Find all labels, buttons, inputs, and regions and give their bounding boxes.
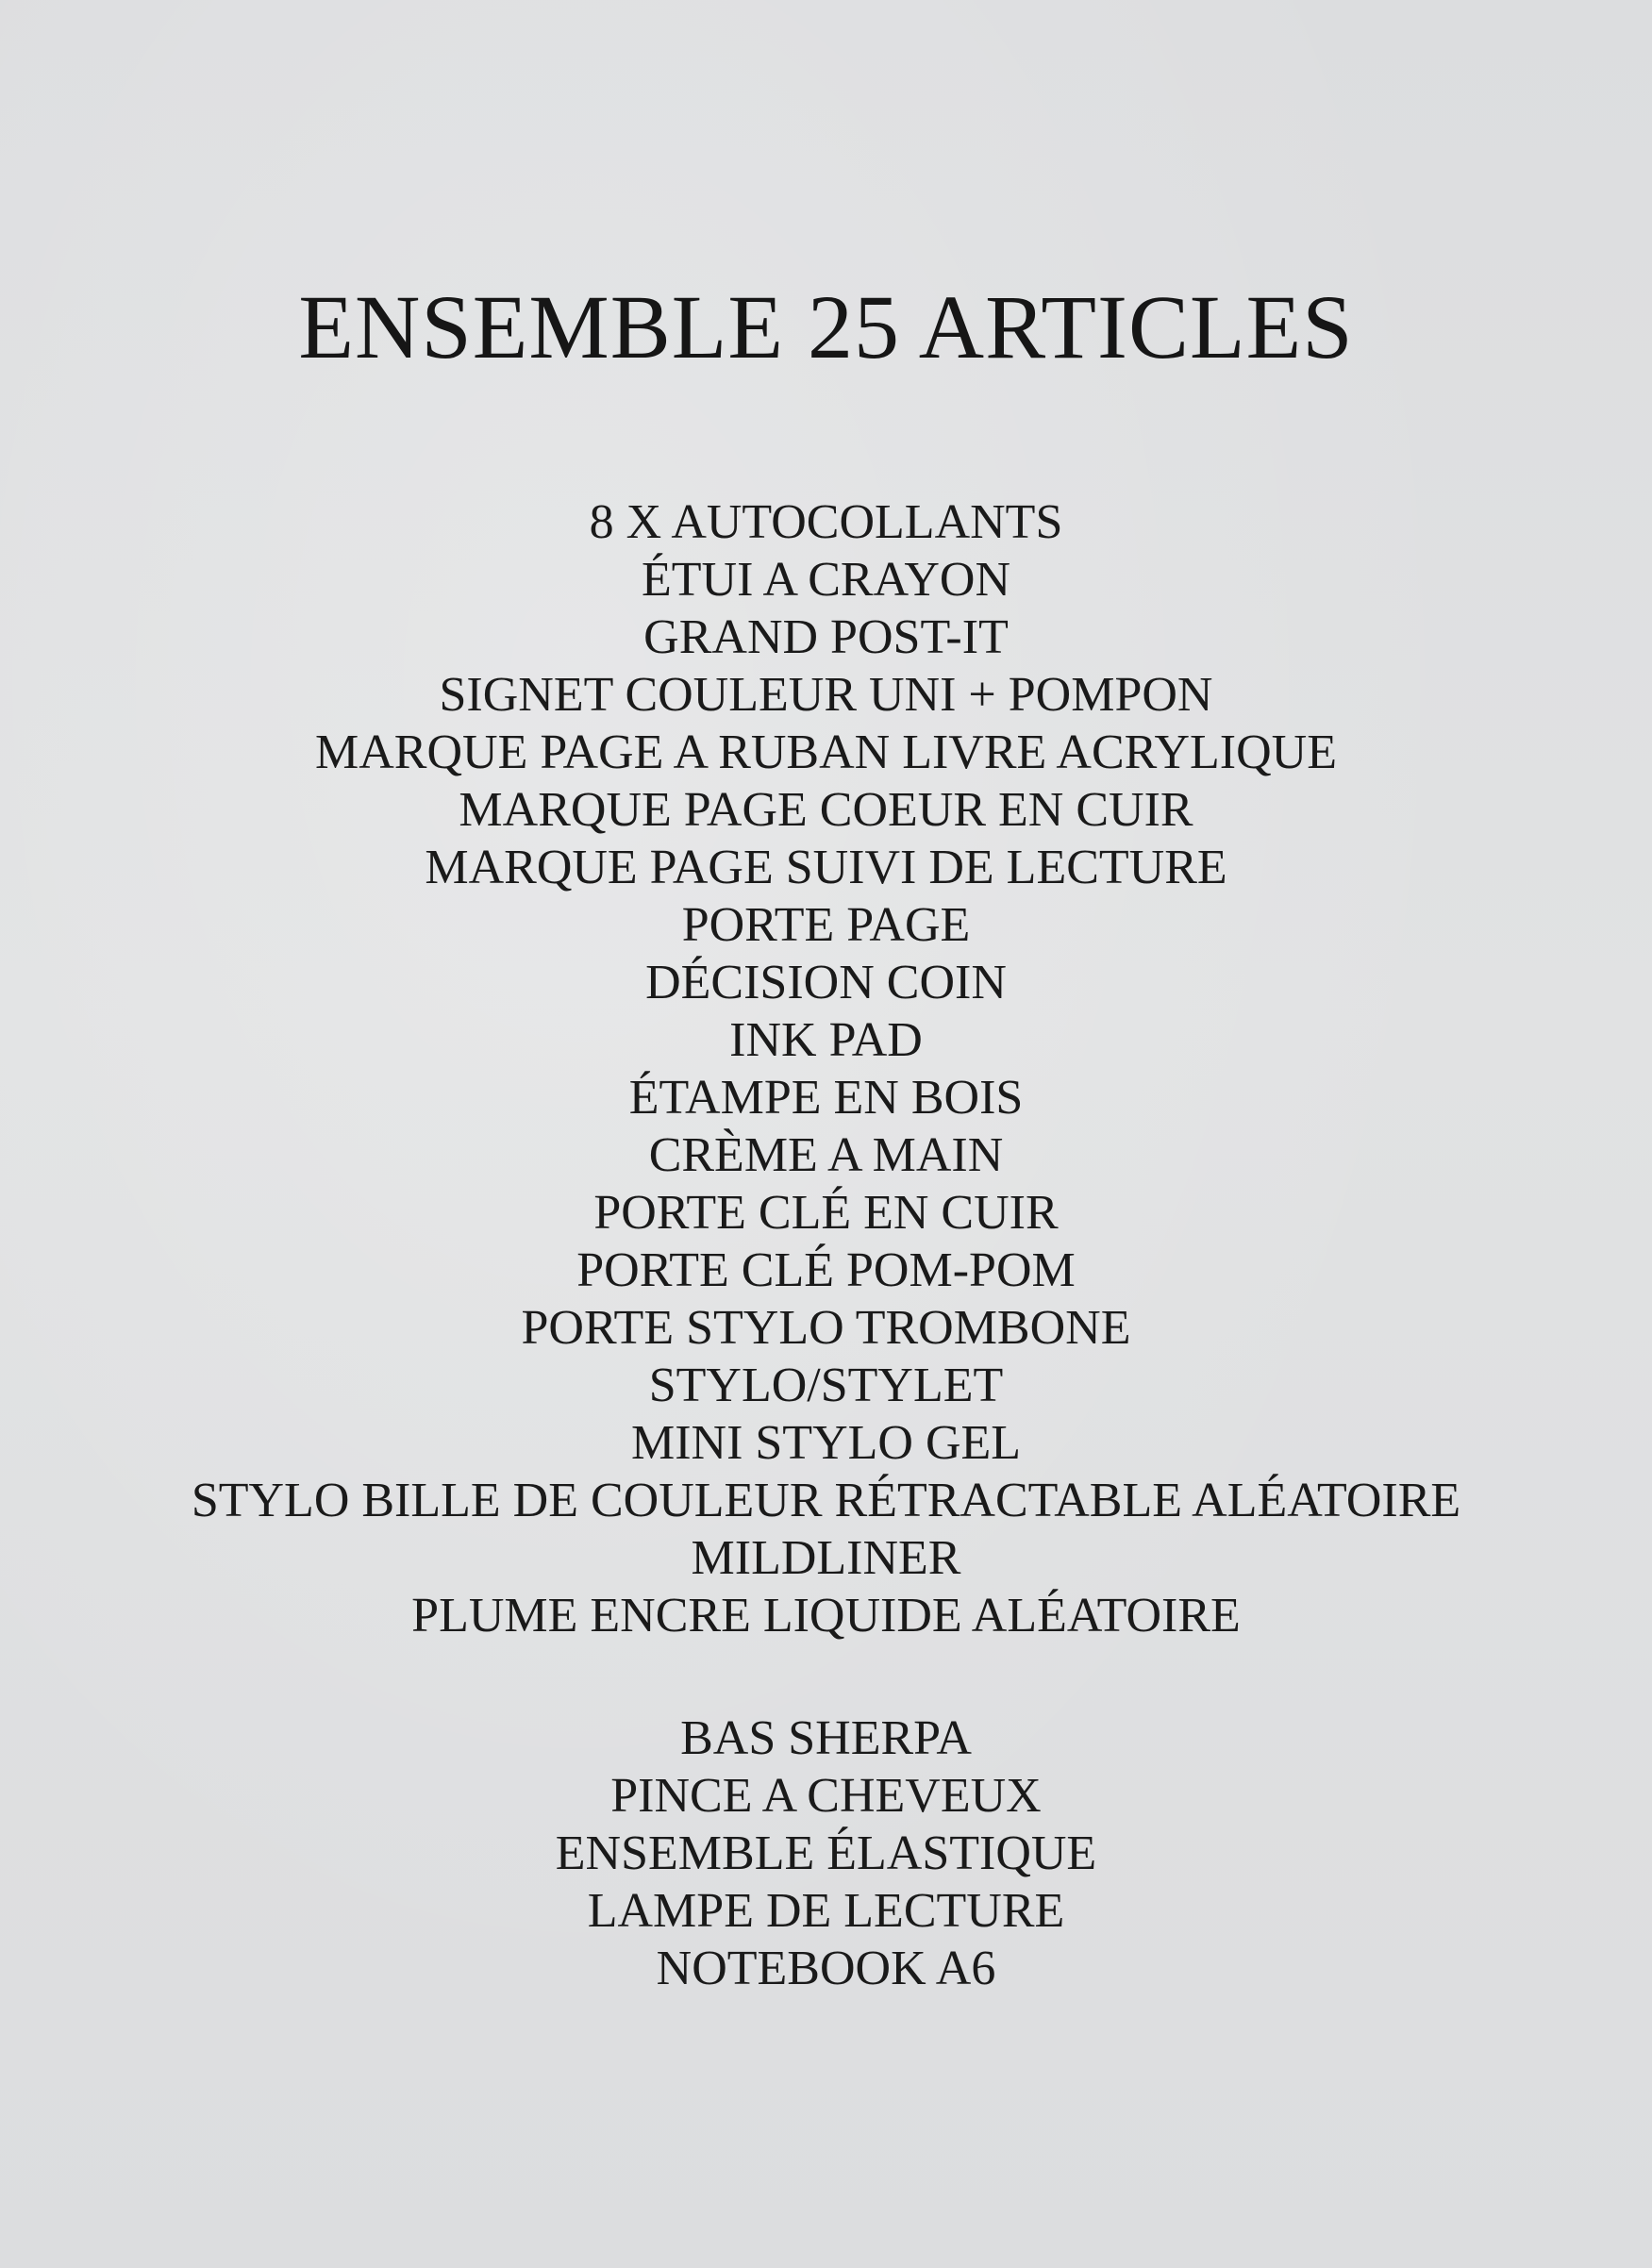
list-item: PORTE CLÉ POM-POM	[576, 1243, 1076, 1297]
list-item: MARQUE PAGE COEUR EN CUIR	[459, 783, 1193, 837]
list-item: LAMPE DE LECTURE	[587, 1884, 1065, 1938]
list-item: PORTE PAGE	[681, 898, 971, 952]
list-item: PORTE STYLO TROMBONE	[521, 1301, 1131, 1355]
list-item: ÉTAMPE EN BOIS	[628, 1071, 1024, 1125]
list-item: STYLO BILLE DE COULEUR RÉTRACTABLE ALÉATOIRE	[191, 1474, 1461, 1527]
list-item: PORTE CLÉ EN CUIR	[593, 1186, 1059, 1240]
list-item: MARQUE PAGE A RUBAN LIVRE ACRYLIQUE	[315, 725, 1337, 779]
list-item: INK PAD	[729, 1013, 923, 1067]
item-list-primary	[0, 493, 1652, 1644]
list-item: MARQUE PAGE SUIVI DE LECTURE	[425, 841, 1227, 894]
list-item: CRÈME A MAIN	[648, 1128, 1004, 1182]
list-item: GRAND POST-IT	[643, 610, 1009, 664]
list-item: ÉTUI A CRAYON	[641, 553, 1010, 607]
list-item: 8 X AUTOCOLLANTS	[589, 495, 1063, 549]
list-item: MINI STYLO GEL	[630, 1416, 1022, 1470]
list-item: PINCE A CHEVEUX	[610, 1769, 1042, 1823]
list-item: DÉCISION COIN	[645, 956, 1007, 1009]
page-title: ENSEMBLE 25 ARTICLES	[298, 276, 1354, 377]
list-item: NOTEBOOK A6	[656, 1942, 996, 1995]
item-list-secondary	[0, 1709, 1652, 1997]
list-item: STYLO/STYLET	[648, 1359, 1004, 1412]
list-item: MILDLINER	[691, 1531, 961, 1585]
list-item: SIGNET COULEUR UNI + POMPON	[439, 668, 1213, 722]
list-item: BAS SHERPA	[680, 1711, 972, 1765]
list-item: PLUME ENCRE LIQUIDE ALÉATOIRE	[411, 1589, 1241, 1643]
list-item: ENSEMBLE ÉLASTIQUE	[555, 1826, 1097, 1880]
